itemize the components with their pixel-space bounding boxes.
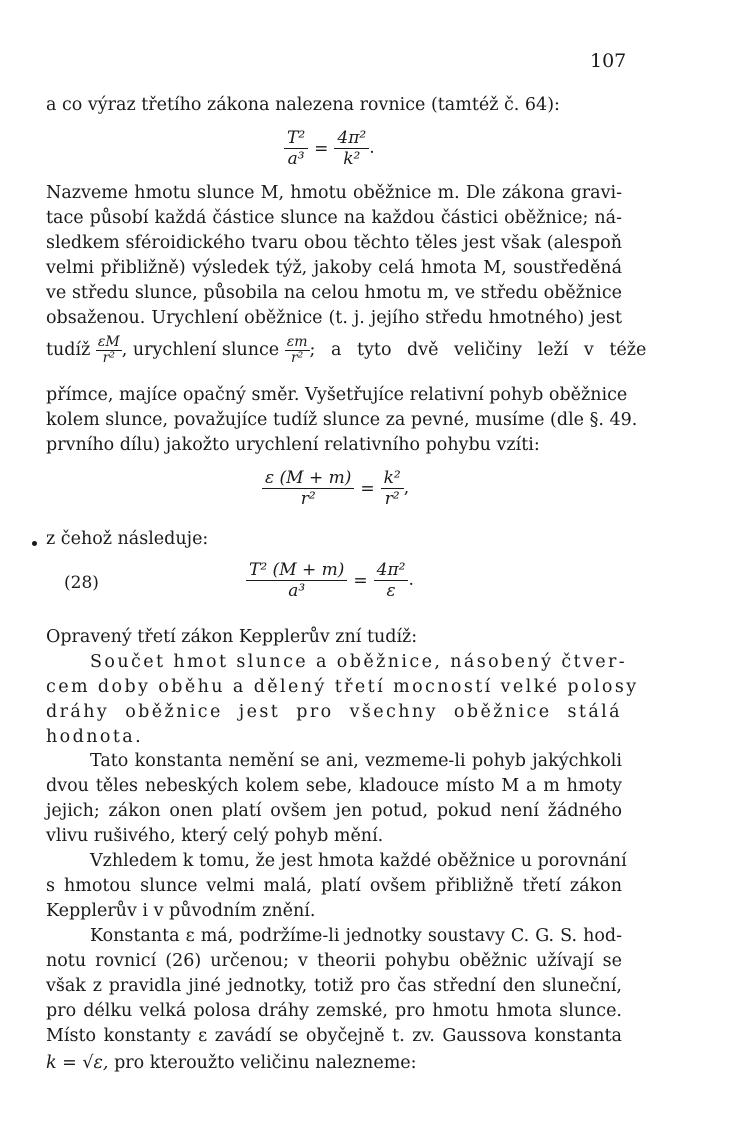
- text-line: vlivu rušivého, který celý pohyb mění.: [46, 826, 384, 846]
- text-line: kolem slunce, považujíce tudíž slunce za pevné, musíme (dle §. 49.: [46, 410, 638, 430]
- text-line: pro délku velká polosa dráhy zemské, pro hmotu hmota slunce.: [46, 1001, 622, 1021]
- text-line: Tato konstanta nemění se ani, vezmeme-li pohyb jakýchkoli: [90, 751, 622, 771]
- text-line: z čehož následuje:: [46, 529, 209, 549]
- text-line-gauss: k = √ε, pro kteroužto veličinu nalezneme:: [46, 1053, 417, 1073]
- text-line: velmi přibližně) výsledek týž, jakoby celá hmota M, soustředěná: [46, 258, 622, 278]
- text-line: však z pravidla jiné jednotky, totiž pro čas střední den sluneční,: [46, 976, 622, 996]
- text-line: jejich; zákon onen platí ovšem jen potud, pokud není žádného: [46, 801, 622, 821]
- law-statement-line: hodnota.: [46, 727, 144, 747]
- text-line: Nazveme hmotu slunce M, hmotu oběžnice m. Dle zákona gravi-: [46, 183, 622, 203]
- text-line: notu rovnicí (26) určenou; v theorii pohybu oběžnic užívají se: [46, 951, 622, 971]
- text-line: dvou těles nebeských kolem sebe, kladouce místo M a m hmoty: [46, 776, 622, 796]
- text-line: přímce, majíce opačný směr. Vyšetřujíce relativní pohyb oběžnice: [46, 385, 628, 405]
- text-line: s hmotou slunce velmi malá, platí ovšem přibližně třetí zákon: [46, 876, 622, 896]
- text-line: Vzhledem k tomu, že jest hmota každé oběžnice u porovnání: [90, 851, 627, 871]
- text-line: ve středu slunce, působila na celou hmotu m, ve středu oběžnice: [46, 283, 622, 303]
- law-statement-line: dráhy oběžnice jest pro všechny oběžnice stálá: [46, 702, 622, 722]
- margin-mark: [32, 541, 37, 546]
- law-statement-line: cem doby oběhu a dělený třetí mocností velké polosy: [46, 677, 639, 697]
- equation-relative-acceleration: $\frac{\varepsilon (M + m)}{\text{r²}}$ = $\frac{\text{k²}}{\text{r²}}$ ,: [262, 468, 409, 509]
- equation-number: (28): [64, 573, 99, 593]
- text-line: Kepplerův i v původním znění.: [46, 901, 316, 921]
- page-number: 107: [590, 50, 627, 72]
- law-statement-line: Součet hmot slunce a oběžnice, násobený čtver-: [90, 652, 628, 672]
- text-line: Opravený třetí zákon Kepplerův zní tudíž:: [46, 627, 418, 647]
- equation-kepler-3: $\frac{\text{T²}}{\text{a³}}$ = $\frac{\text{4π²}}{\text{k²}}$ .: [284, 128, 375, 169]
- equation-28: $\frac{\text{T² (M + m)}}{\text{a³}}$ = $\frac{\text{4π²}}{\varepsilon}$ .: [246, 560, 414, 601]
- text-line: prvního dílu) jakožto urychlení relativního pohybu vzíti:: [46, 435, 540, 455]
- text-line: obsaženou. Urychlení oběžnice (t. j. jejího středu hmotného) jest: [46, 308, 622, 328]
- text-line: sledkem sféroidického tvaru obou těchto těles jest však (alespoň: [46, 233, 622, 253]
- gauss-constant-formula: k = √ε,: [46, 1053, 109, 1073]
- text-line: tace působí každá částice slunce na každou částici oběžnice; ná-: [46, 208, 622, 228]
- text-line: a co výraz třetího zákona nalezena rovnice (tamtéž č. 64):: [46, 95, 560, 115]
- text-line-tudiz: tudíž $\frac{\varepsilon M}{\text{r²}}$ , urychlení slunce $\frac{\varepsilon m}{\text{r²}}$ ; a tyto dvě veličiny leží v téže: [46, 334, 647, 366]
- text-line: Konstanta ε má, podržíme-li jednotky soustavy C. G. S. hod-: [90, 926, 622, 946]
- text-line: Místo konstanty ε zavádí se obyčejně t. zv. Gaussova konstanta: [46, 1026, 622, 1046]
